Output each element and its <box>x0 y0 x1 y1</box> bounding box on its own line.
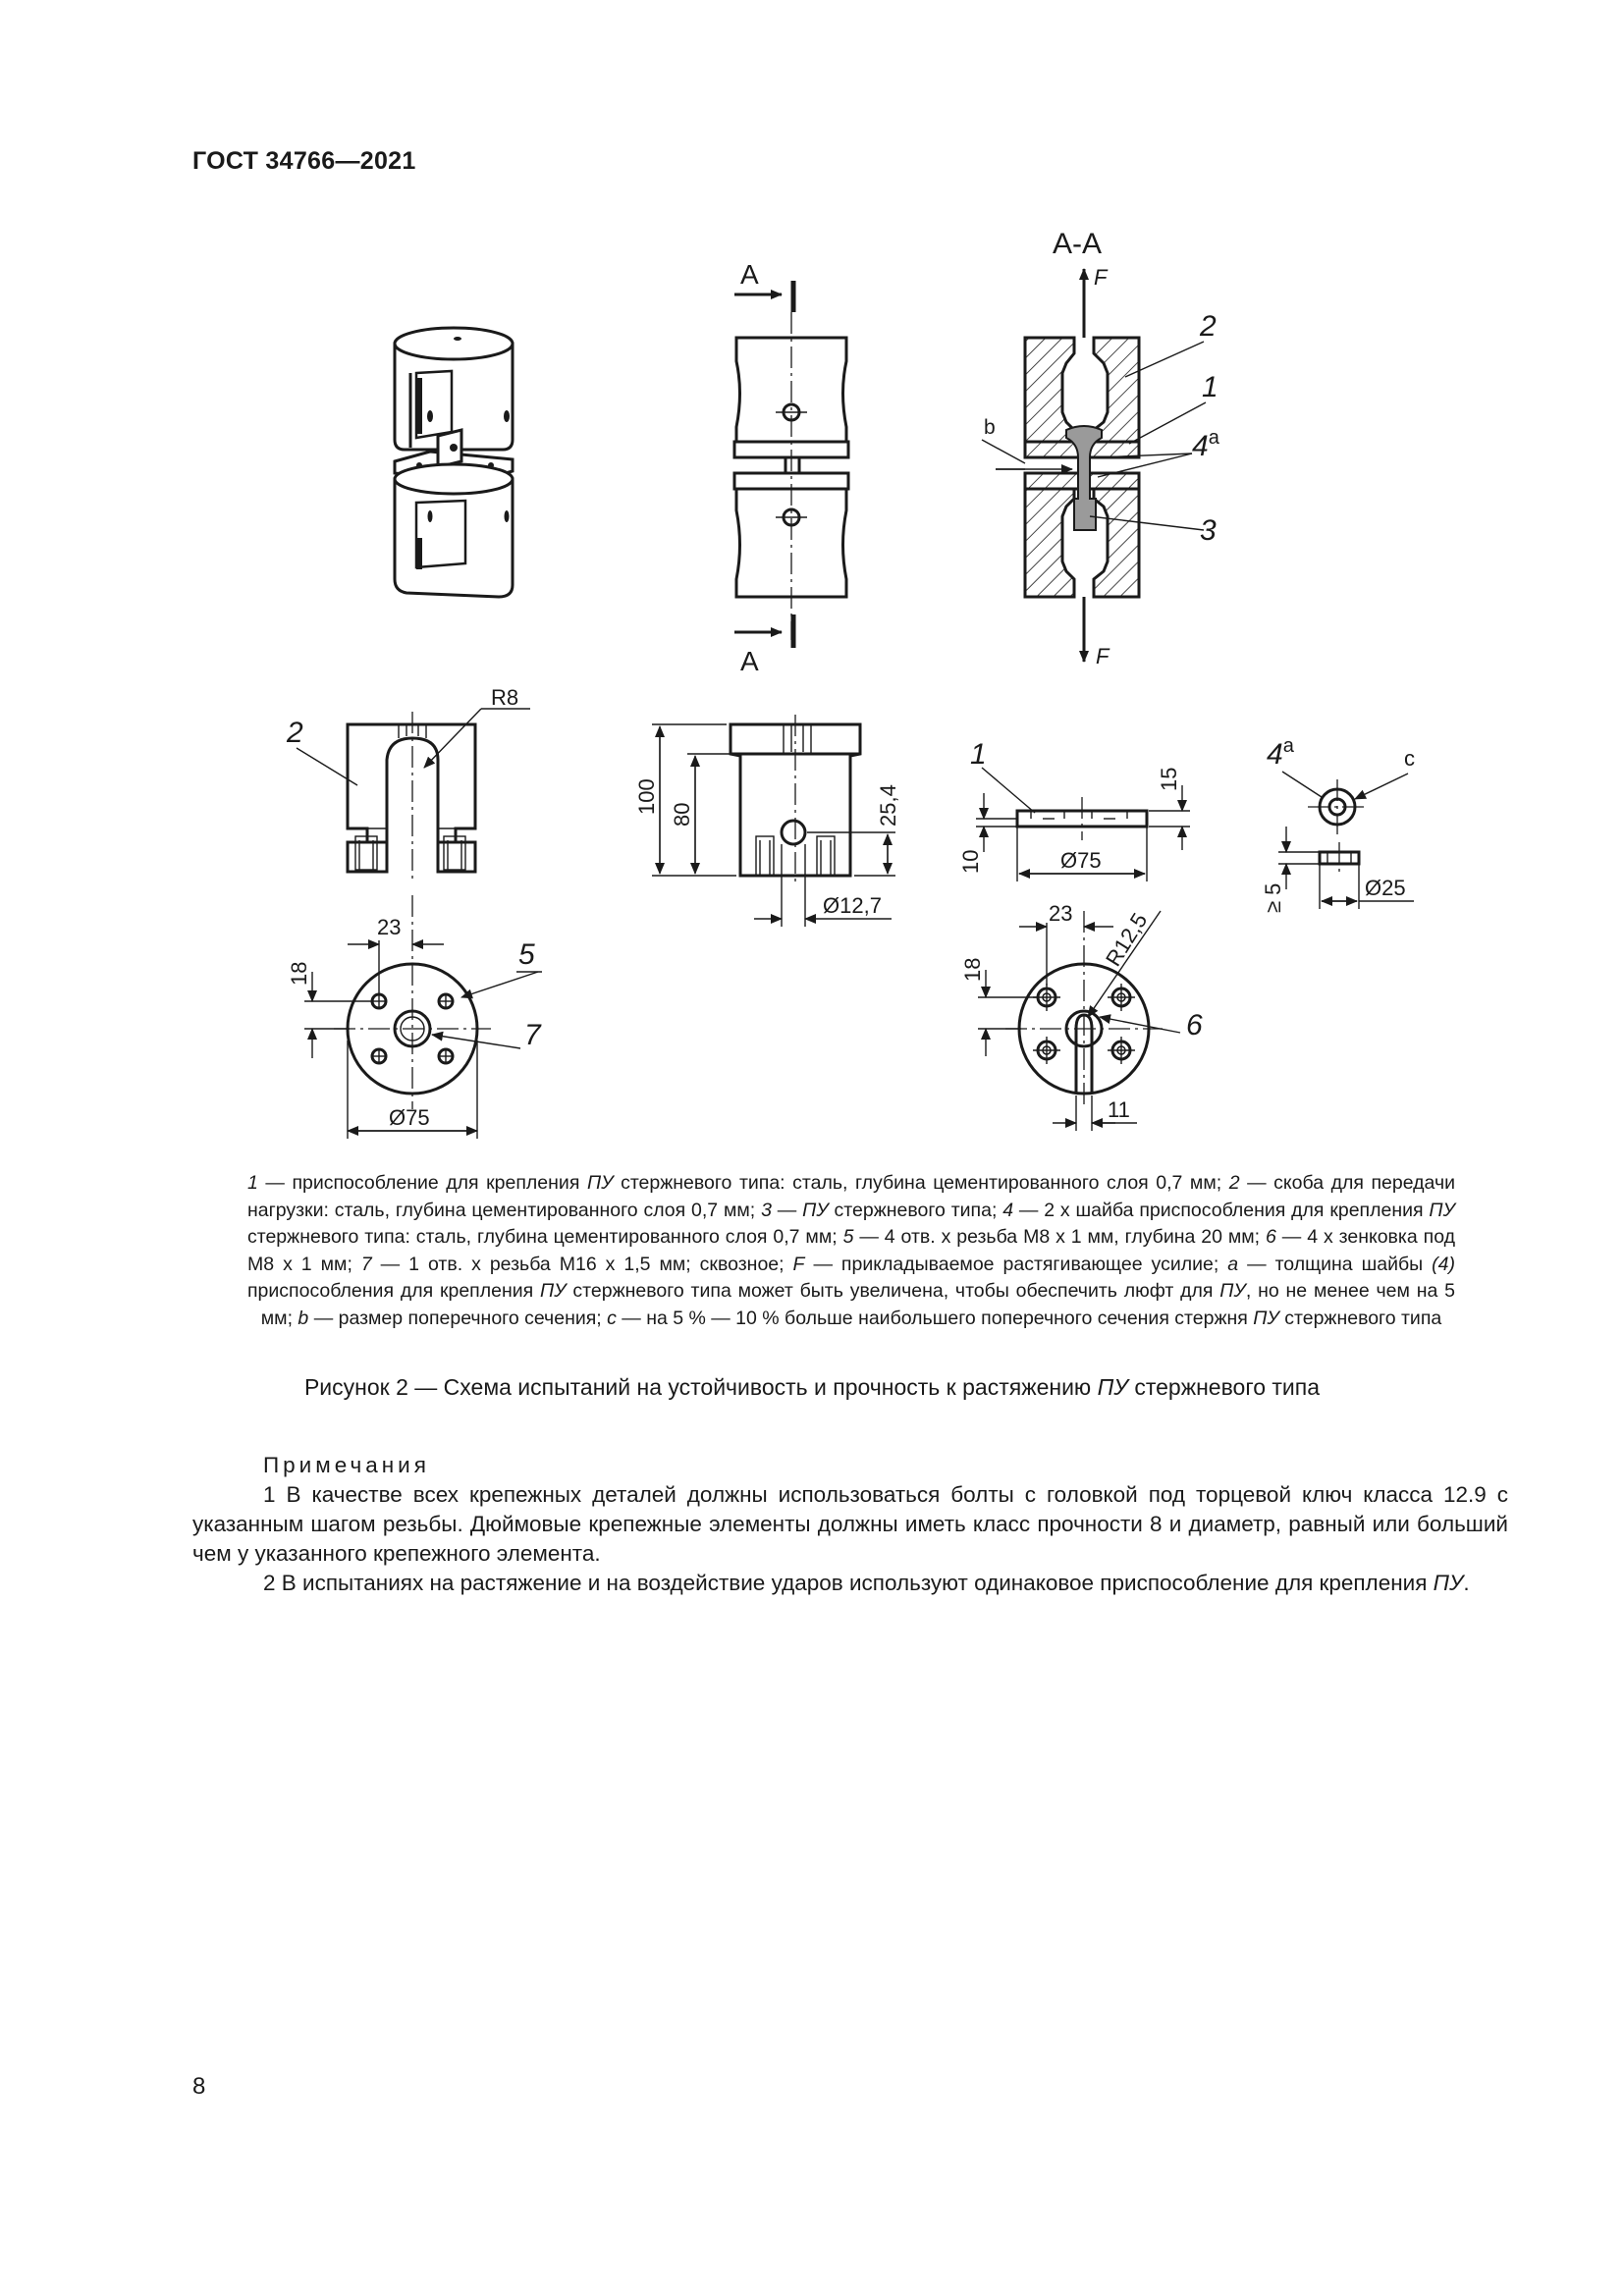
legend-4-num: 4 <box>1002 1199 1014 1221</box>
washer-side-view <box>958 738 1190 881</box>
dim-18-bracket: 18 <box>287 961 311 986</box>
legend-c-text: — на 5 % — 10 % больше наибольшего поперечного сечения стержня <box>616 1307 1254 1329</box>
legend-4-pu: ПУ <box>1429 1199 1455 1221</box>
callout-1-washer: 1 <box>970 738 987 771</box>
legend-4-text-b: стержневого типа: сталь, глубина цементированного слоя 0,7 мм; <box>247 1226 843 1248</box>
dim-r8: R8 <box>491 685 519 710</box>
legend-3-pu: ПУ <box>802 1199 829 1221</box>
callout-4a-section <box>1192 427 1220 462</box>
legend-2-text: — скоба для передачи нагрузки: сталь, глубина цементированного слоя 0,7 мм; <box>247 1172 1456 1221</box>
legend-5-text: — 4 отв. х резьба М8 х 1 мм, глубина 20 мм; <box>853 1226 1267 1248</box>
note-2 <box>192 1569 1508 1598</box>
legend-b-sym: b <box>298 1307 309 1329</box>
legend-1-text: — приспособление для крепления <box>257 1172 587 1194</box>
dim-23-fixture: 23 <box>1049 901 1073 926</box>
legend-c-pu: ПУ <box>1253 1307 1279 1329</box>
washer-4-detail <box>1261 735 1415 913</box>
legend-b-text: — размер поперечного сечения; <box>308 1307 608 1329</box>
dim-23-bracket: 23 <box>377 915 402 939</box>
dim-100: 100 <box>634 778 659 815</box>
legend-1-num: 1 <box>247 1172 258 1194</box>
dim-d75-washer: Ø75 <box>1060 848 1102 873</box>
callout-4a-detail <box>1267 735 1295 771</box>
section-mark-bottom: А <box>740 646 759 676</box>
dim-18-fixture: 18 <box>960 957 985 982</box>
callout-7: 7 <box>524 1019 541 1051</box>
section-mark-top: А <box>740 259 759 290</box>
legend-f-sym: F <box>792 1253 805 1275</box>
force-label-top: F <box>1094 265 1108 290</box>
notes-section <box>192 1451 1508 1598</box>
legend-text <box>247 1170 1455 1332</box>
legend-a-text-c: стержневого типа может быть увеличена, чтобы обеспечить люфт для <box>566 1280 1220 1302</box>
dim-80: 80 <box>670 802 694 827</box>
legend-a-pu: ПУ <box>540 1280 567 1302</box>
dim-15: 15 <box>1157 767 1181 791</box>
figure-legend <box>247 1170 1455 1332</box>
section-title: А-А <box>1053 228 1103 260</box>
caption-text-b: стержневого типа <box>1127 1374 1321 1400</box>
callout-4-detail-number: 4 <box>1267 738 1283 771</box>
legend-3-text: — <box>771 1199 803 1221</box>
legend-7-num: 7 <box>360 1253 372 1275</box>
callout-2-bracket: 2 <box>287 717 303 749</box>
legend-1-pu: ПУ <box>586 1172 614 1194</box>
legend-6-num: 6 <box>1266 1226 1276 1248</box>
legend-3-num: 3 <box>761 1199 772 1221</box>
document-header: ГОСТ 34766—2021 <box>192 147 416 175</box>
legend-4-text: — 2 х шайба приспособления для крепления <box>1013 1199 1430 1221</box>
notes-title: Примечания <box>263 1453 430 1477</box>
callout-5: 5 <box>518 938 535 971</box>
legend-a-text-b: приспособления для крепления <box>247 1280 540 1302</box>
caption-pu: ПУ <box>1097 1374 1128 1400</box>
legend-7-text: — 1 отв. х резьба М16 х 1,5 мм; сквозное; <box>371 1253 793 1275</box>
callout-1-section: 1 <box>1202 371 1218 403</box>
callout-4-detail-sup: a <box>1282 735 1294 757</box>
dim-10: 10 <box>958 849 983 874</box>
caption-text-a: Рисунок 2 — Схема испытаний на устойчивость и прочность к растяжению <box>303 1374 1098 1400</box>
legend-a-text-d: , но не менее чем на 5 мм; <box>260 1280 1455 1329</box>
dim-25-4: 25,4 <box>876 784 900 827</box>
fixture-bottom-view <box>960 901 1203 1131</box>
callout-6: 6 <box>1186 1009 1203 1041</box>
callout-4-section-number: 4 <box>1192 430 1209 462</box>
note-2-end: . <box>1463 1571 1470 1595</box>
dim-d25: Ø25 <box>1365 876 1406 900</box>
section-a-a-view <box>982 228 1220 668</box>
dim-ge5: ≥ 5 <box>1261 882 1285 913</box>
dim-11: 11 <box>1108 1097 1130 1122</box>
bracket-bottom-view <box>287 895 542 1139</box>
legend-a-sym: a <box>1227 1253 1239 1275</box>
note-1: 1 В качестве всех крепежных деталей должны использоваться болты с головкой под торцевой ключ класса 12.9 с указанным шагом резьбы. Дюймовые крепежные элементы должны иметь класс прочности 8 и диаметр, равный или больший чем у указанного крепежного элемента. <box>192 1482 1508 1566</box>
dim-b-label: b <box>984 416 996 439</box>
dim-r12-5: R12,5 <box>1101 908 1153 971</box>
legend-3-text-b: стержневого типа; <box>828 1199 1003 1221</box>
legend-c-sym: c <box>607 1307 617 1329</box>
force-label-bottom: F <box>1096 644 1110 668</box>
callout-3-section: 3 <box>1200 514 1217 547</box>
note-2-pu: ПУ <box>1433 1571 1464 1595</box>
legend-2-num: 2 <box>1228 1172 1240 1194</box>
callout-c: c <box>1404 746 1415 771</box>
legend-a-ref: (4) <box>1432 1253 1456 1275</box>
isometric-fixture-view <box>395 328 513 597</box>
callout-2-section: 2 <box>1200 310 1217 343</box>
front-view <box>734 259 848 676</box>
legend-f-text: — прикладываемое растягивающее усилие; <box>804 1253 1228 1275</box>
legend-a-text: — толщина шайбы <box>1238 1253 1433 1275</box>
legend-6-text: — 4 х зенковка под М8 х 1 мм; <box>247 1226 1455 1275</box>
dim-d12-7: Ø12,7 <box>823 893 882 918</box>
dim-d75-bracket: Ø75 <box>389 1105 430 1130</box>
legend-a-pu2: ПУ <box>1219 1280 1246 1302</box>
callout-4-section-sup: a <box>1208 427 1219 449</box>
legend-c-text-b: стержневого типа <box>1278 1307 1442 1329</box>
page-number: 8 <box>192 2073 206 2100</box>
legend-5-num: 5 <box>842 1226 854 1248</box>
figure-caption <box>0 1374 1624 1401</box>
note-2-text: 2 В испытаниях на растяжение и на воздействие ударов используют одинаковое приспособление для крепления <box>263 1571 1434 1595</box>
bracket-part-view <box>286 685 530 881</box>
fixture-side-view <box>634 715 900 927</box>
legend-1-text-b: стержневого типа: сталь, глубина цементированного слоя 0,7 мм; <box>613 1172 1229 1194</box>
